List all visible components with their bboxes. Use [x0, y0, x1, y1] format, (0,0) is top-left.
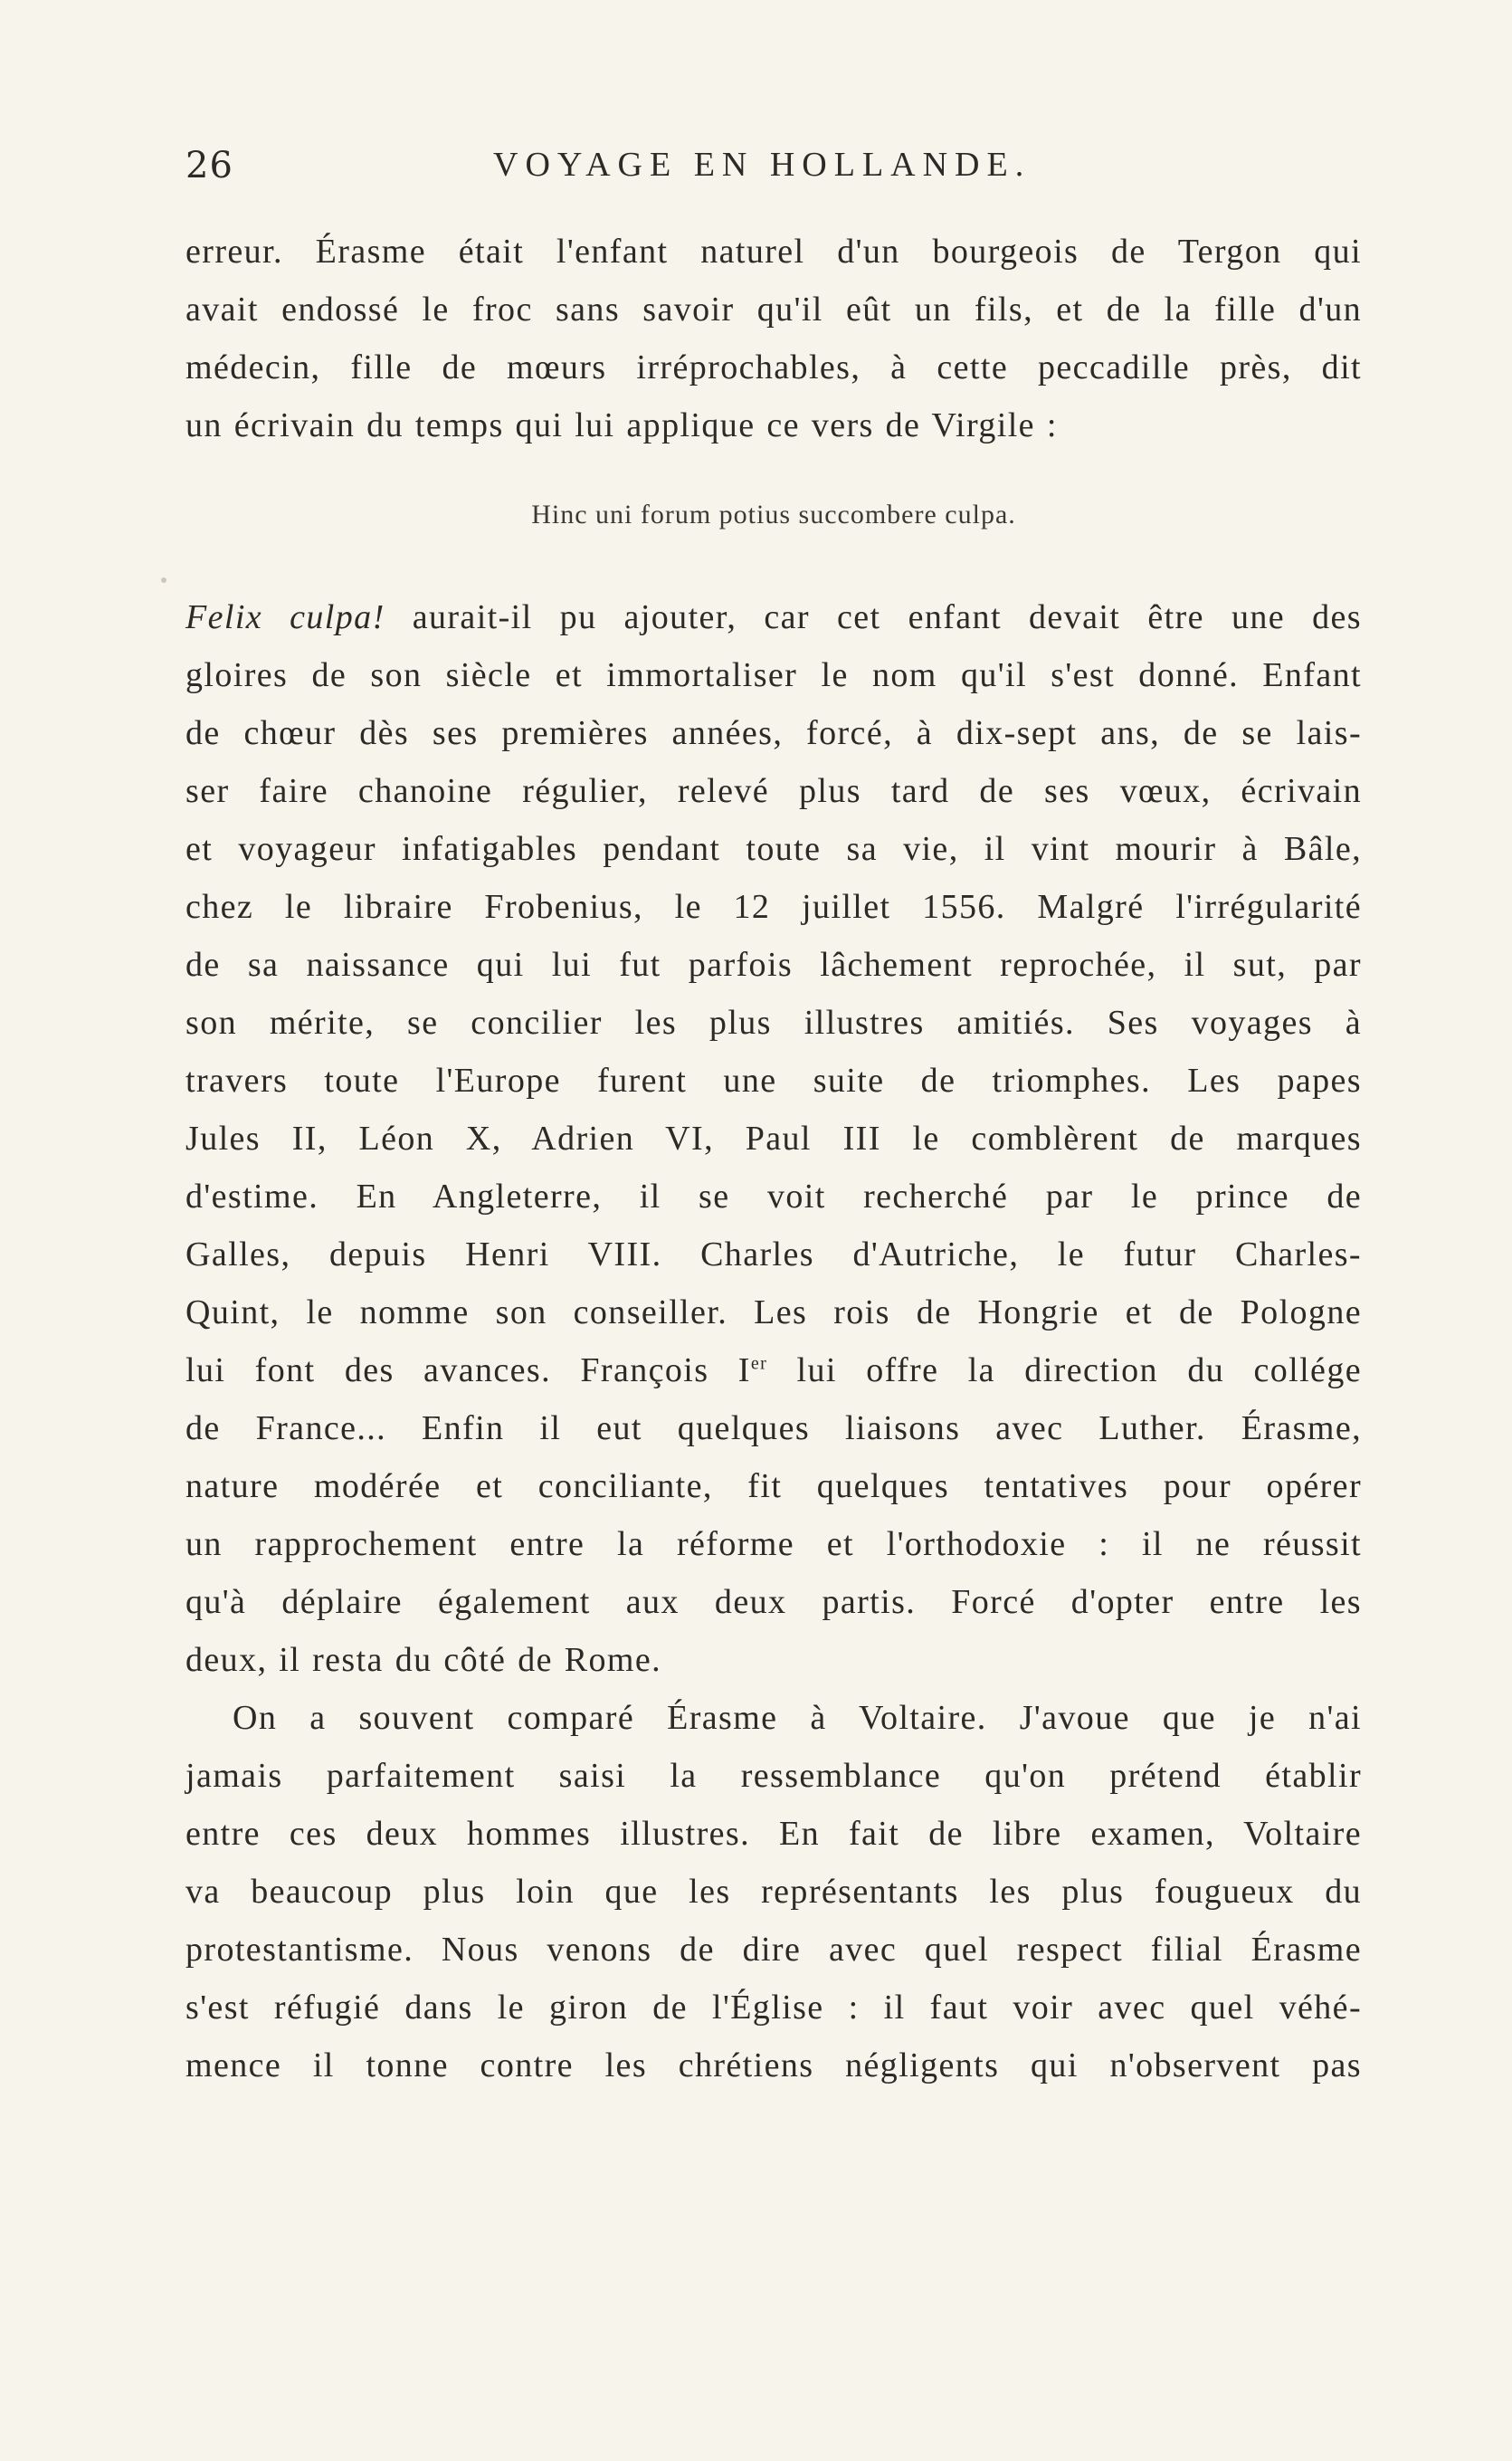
latin-quote: Hinc uni forum potius succombere culpa.	[531, 500, 1016, 529]
text-line: qu'à déplaire également aux deux partis. Forcé d'opter entre les	[185, 1583, 1362, 1621]
text-line: jamais parfaitement saisi la ressemblance qu'on prétend établir	[185, 1757, 1362, 1795]
text-line: va beaucoup plus loin que les représentants les plus fougueux du	[185, 1873, 1362, 1911]
paper-speck	[161, 577, 166, 583]
paragraph-1	[185, 223, 1362, 454]
text-line: gloires de son siècle et immortaliser le nom qu'il s'est donné. Enfant	[185, 656, 1362, 694]
text-line: deux, il resta du côté de Rome.	[185, 1641, 662, 1679]
text-line	[185, 588, 1362, 646]
text-line: nature modérée et conciliante, fit quelques tentatives pour opérer	[185, 1467, 1362, 1505]
text-line: un rapprochement entre la réforme et l'orthodoxie : il ne réussit	[185, 1525, 1362, 1563]
text-run: lui offre la direction du collége	[767, 1351, 1362, 1389]
text-line: mence il tonne contre les chrétiens négligents qui n'observent pas	[185, 2046, 1362, 2084]
text-line: Galles, depuis Henri VIII. Charles d'Autriche, le futur Charles-	[185, 1235, 1362, 1273]
text-line: protestantisme. Nous venons de dire avec quel respect filial Érasme	[185, 1931, 1362, 1969]
text-line: s'est réfugié dans le giron de l'Église : il faut voir avec quel véhé-	[185, 1989, 1362, 2027]
running-title: VOYAGE EN HOLLANDE.	[493, 146, 1032, 184]
text-line: travers toute l'Europe furent une suite de triomphes. Les papes	[185, 1062, 1362, 1100]
text-line: d'estime. En Angleterre, il se voit recherché par le prince de	[185, 1178, 1362, 1216]
text-line: ser faire chanoine régulier, relevé plus tard de ses vœux, écrivain	[185, 772, 1362, 810]
text-line: On a souvent comparé Érasme à Voltaire. J'avoue que je n'ai	[233, 1699, 1362, 1737]
text-line: son mérite, se concilier les plus illustres amitiés. Ses voyages à	[185, 1004, 1362, 1042]
text-line: un écrivain du temps qui lui applique ce vers de Virgile :	[185, 406, 1058, 444]
text-line: erreur. Érasme était l'enfant naturel d'un bourgeois de Tergon qui	[185, 233, 1362, 271]
body-text	[185, 223, 1362, 2094]
text-line: et voyageur infatigables pendant toute sa vie, il vint mourir à Bâle,	[185, 830, 1362, 868]
text-line: Quint, le nomme son conseiller. Les rois de Hongrie et de Pologne	[185, 1293, 1362, 1331]
text-line: chez le libraire Frobenius, le 12 juillet 1556. Malgré l'irrégularité	[185, 888, 1362, 926]
text-line: médecin, fille de mœurs irréprochables, à cette peccadille près, dit	[185, 348, 1362, 386]
text-run: aurait-il pu ajouter, car cet enfant devait être une des	[385, 598, 1362, 636]
text-line: de sa naissance qui lui fut parfois lâchement reprochée, il sut, par	[185, 946, 1362, 984]
text-line: de France... Enfin il eut quelques liaisons avec Luther. Érasme,	[185, 1409, 1362, 1447]
paragraph-3	[185, 1689, 1362, 2094]
superscript: er	[750, 1353, 768, 1374]
running-head	[185, 145, 1362, 199]
text-line	[185, 1341, 1362, 1399]
text-line: Jules II, Léon X, Adrien VI, Paul III le comblèrent de marques	[185, 1120, 1362, 1158]
italic-phrase: Felix culpa!	[185, 598, 385, 636]
text-line: entre ces deux hommes illustres. En fait de libre examen, Voltaire	[185, 1815, 1362, 1853]
text-line: avait endossé le froc sans savoir qu'il eût un fils, et de la fille d'un	[185, 291, 1362, 329]
page-number: 26	[185, 145, 233, 186]
text-line: de chœur dès ses premières années, forcé, à dix-sept ans, de se lais-	[185, 714, 1362, 752]
paragraph-2	[185, 588, 1362, 1689]
text-run: lui font des avances. François I	[185, 1351, 751, 1389]
